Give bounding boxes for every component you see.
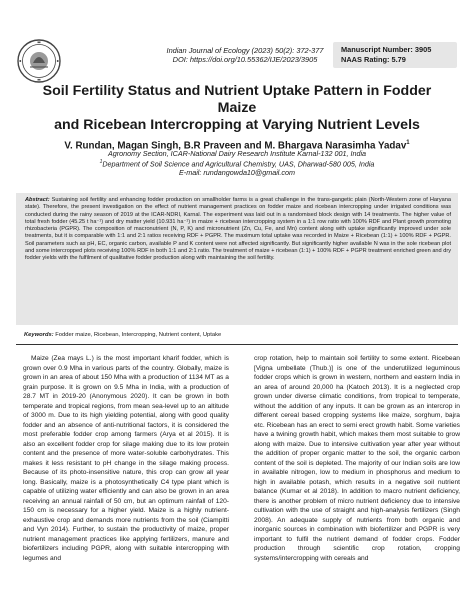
keywords-label: Keywords: [24, 332, 54, 338]
naas-rating: NAAS Rating: 5.79 [341, 54, 406, 64]
author-superscript: 1 [406, 140, 410, 146]
keywords-text: Fodder maize, Ricebean, Intercropping, Nutrient content, Uptake [55, 332, 222, 338]
body-paragraph-right: crop rotation, help to maintain soil fertility to some extent. Ricebean [Vigna umbellate (Thub.)] is one of the underutilized leguminous fodder crops which is grown in western, northern and eastern India in an area of around 20,000 ha (Katoch 2013). It is a neglected crop grown under diverse climatic conditions, from tropical to temperate, without the addition of any inputs. It can be grown as an intercrop in different cereal based cropping systems like maize, sorghum, bajra etc. Ricebean has an erect to semi erect growth habit. Some varieties have a twining growth habit, which makes them most suitable to grow along with maize. Due to intensive cultivation year after year without the addition of proper organic matter to the soil, the organic carbon content of the soil is depleted. The majority of our Indian soils are low in available nitrogen, low to medium in phosphorus and medium to high in available potash, which results in a negative soil nutrient balance (Kumar et al 2018). In addition to macro nutrient deficiency, there is another problem of micro nutrient deficiency due to intensive cultivation with the use of straight and high-analysis fertilizers (Singh 2008). An adequate supply of nutrients from both organic and inorganic sources in combination with biofertilizer and PGPR is very important to fulfil the nutrient demand of fodder crops. Fodder production through scientific crop rotation, cropping systems/intercropping with cereals and [254, 355, 460, 562]
email[interactable]: E-mail: rundangowda10@gmail.com [179, 168, 295, 178]
affiliation-2: Department of Soil Science and Agricultural Chemistry, UAS, Dharwad-580 005, India [102, 159, 375, 169]
affiliation-2-superscript: 1 [99, 159, 103, 166]
journal-header [130, 46, 360, 64]
title-line-2: and Ricebean Intercropping at Varying Nutrient Levels [54, 117, 420, 133]
body-column-right [254, 354, 460, 563]
affiliations [24, 150, 450, 178]
section-divider [16, 344, 458, 345]
body-column-left [23, 354, 229, 563]
journal-citation: Indian Journal of Ecology (2023) 50(2): 372-377 [166, 46, 324, 55]
abstract-box [16, 193, 458, 325]
manuscript-number: Manuscript Number: 3905 [341, 45, 432, 54]
affiliation-1: Agronomy Section, ICAR-National Dairy Research Institute Karnal-132 001, India [107, 149, 367, 158]
abstract-text: Sustaining soil fertility and enhancing fodder production on smallholder farms is a great challenge in the trans-gangetic plain (North-Western zone of Haryana state). Therefore, the present investigation on the effect of nutrient management practices on fodder maize and ricebean intercropping under irrigated conditions was conducted during the rainy season of 2019 at the ICAR-NDRI, Karnal. The experiment was laid out in a randomised block design with 14 treatments. The higher value of total fresh fodder (45.25 t ha⁻¹) and dry matter yield (10.931 ha⁻¹) in maize + ricebean intercropping system in a 1:1 row ratio with 100% RDF and Plant growth promoting rhizobacteria (PGPR). The composition of macronutrient (N, P, K) and micronutrient (Zn, Cu, Fe, and Mn) content along with uptake significantly improved under sole treatments, but it is comparable with 1:1 and 2:1 ratios receiving RDF + PGPR. The maximum total uptake was recorded in Maize + Ricebean (1:1) + 100% RDF + PGPR. Soil parameters such as pH, EC, organic carbon, available P and K content were not affected significantly. But significantly higher available N was in the sole ricebean plot and some intercropped plots receiving 100% RDF in both 1:1 and 2:1 ratio. The treatment of maize + ricebean (1:1) + 100% RDF + PGPR treatment enriched green and dry fodder yields with the fulfilment of qualitative fodder production along with maintaining the soil fertility. [25, 197, 451, 262]
author-names: V. Rundan, Magan Singh, B.R Praveen and M. Bhargava Narasimha Yadav [64, 140, 407, 152]
title-line-1: Soil Fertility Status and Nutrient Uptake Pattern in Fodder Maize [42, 83, 432, 116]
abstract-label: Abstract: [25, 197, 50, 203]
journal-logo [16, 38, 62, 84]
body-paragraph-left: Maize (Zea mays L.) is the most important kharif fodder, which is grown over 0.9 Mha in various parts of the country. Globally, maize is grown in an area of about 150 Mha with a production of 1134 MT as a grain purpose. It is grown on 9.5 Mha in India, with a production of 28.7 MT in 2019-20 (Anonymous 2020). It can be grown in both temperate and tropical regions, from mean sea-level up to an altitude of 3000 m. Due to its high yielding potential, along with good quality fodder and an absence of anti-nutritional factors, it is considered the most preferable fodder crop among farmers (Arya et al 2015). It is also an excellent fodder crop for silage making due to its low protein content and the presence of more water-soluble carbohydrates. This makes it less resistant to pH change in the silage making process. Because of its photo-insensitive nature, this crop can grow all year long. Basically, maize is a photosynthetically C4 type plant which is capable of utilizing water efficiently and can also be grown in an area receiving an annual rainfall of 50 cm, but an optimum rainfall of 120-150 cm is necessary for a higher yield. Maize is a highly nutrient-exhaustive crop and demands more nutrients from the soil (Ciampitti and Vyn 2014). Further, to sustain the productivity of maize, proper nutrient management practices like applying fertilizers, manure and biofertilizers including PGPR, along with suitable intercropping with legumes and [23, 355, 229, 562]
doi-line[interactable]: DOI: https://doi.org/10.55362/IJE/2023/3905 [172, 55, 318, 64]
keywords [24, 332, 458, 339]
manuscript-info-box [333, 42, 457, 68]
paper-title [24, 83, 450, 134]
